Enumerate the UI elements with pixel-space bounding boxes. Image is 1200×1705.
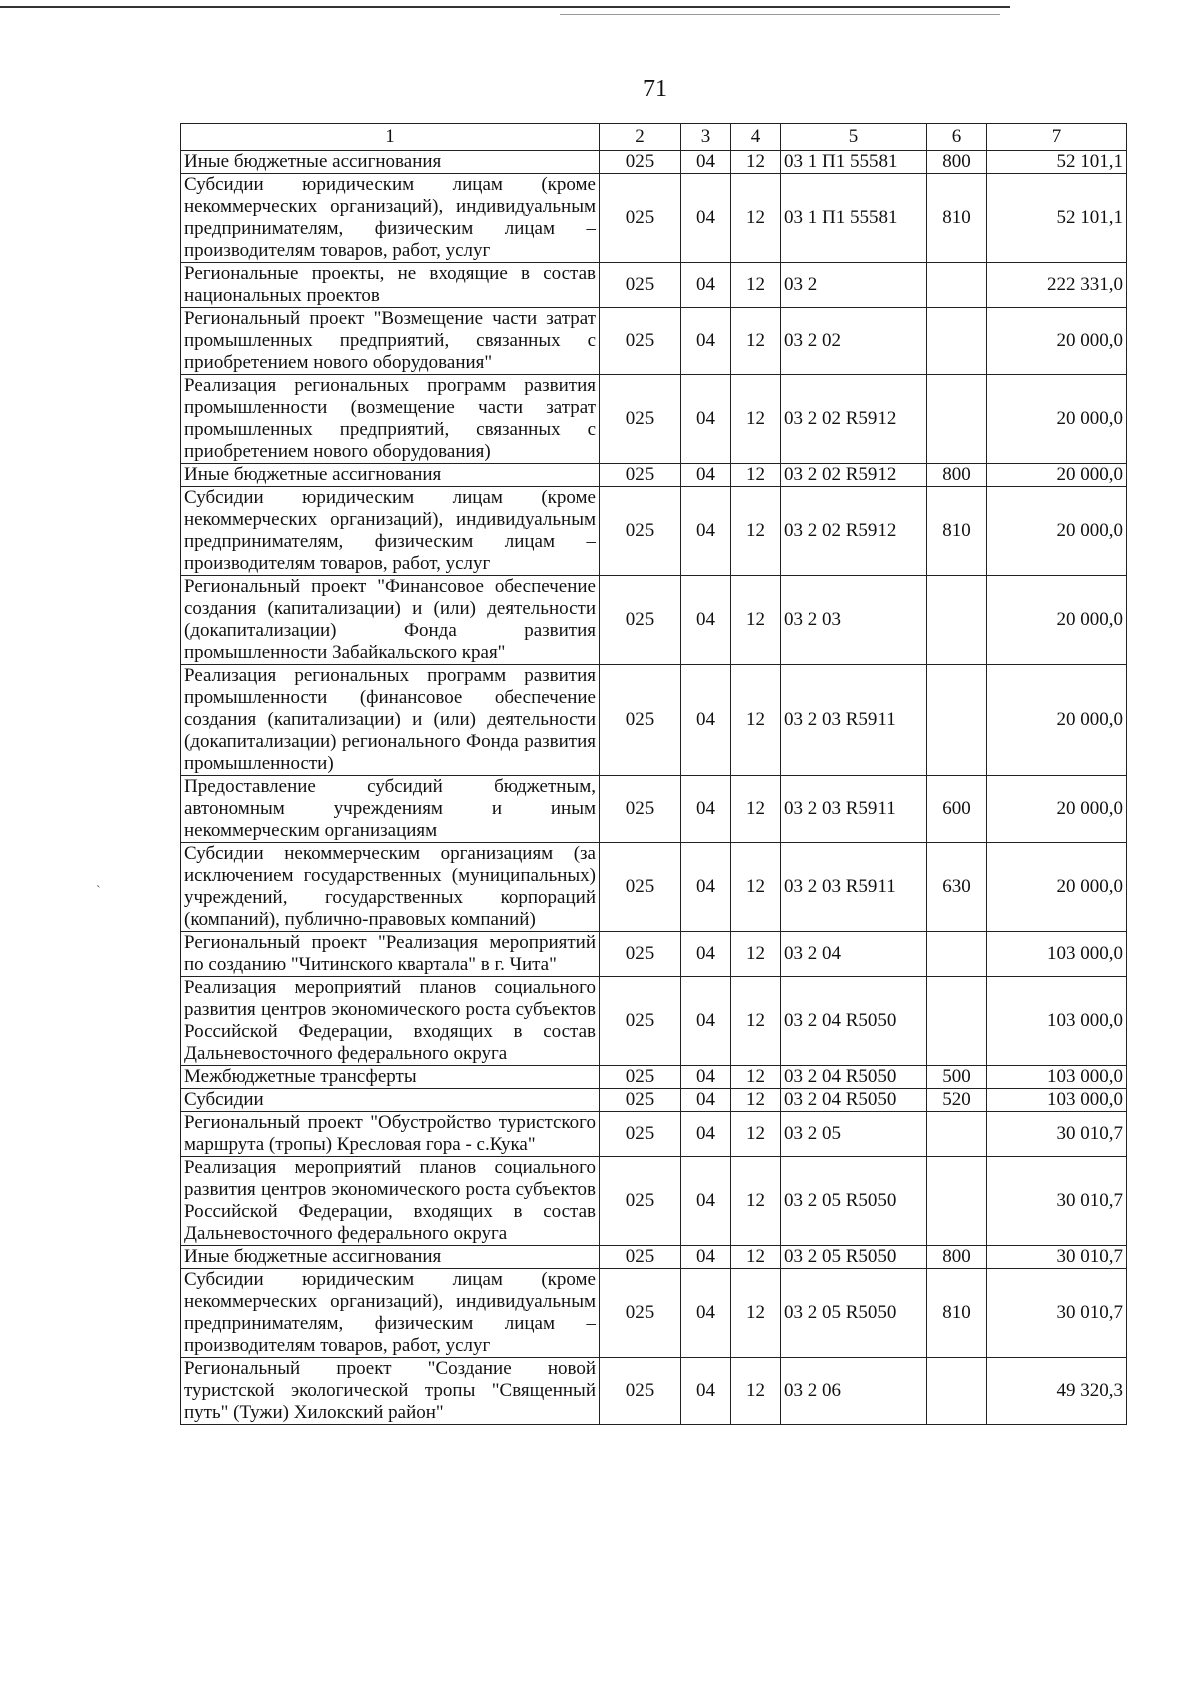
row-expense-type: 810 bbox=[927, 487, 987, 576]
row-target-article: 03 2 04 bbox=[781, 932, 927, 977]
row-section: 04 bbox=[681, 932, 731, 977]
row-ministry-code: 025 bbox=[600, 1269, 681, 1358]
scan-speck: ˋ bbox=[96, 884, 101, 899]
row-amount: 20 000,0 bbox=[987, 843, 1127, 932]
table-row bbox=[181, 1269, 1127, 1358]
row-expense-type: 520 bbox=[927, 1089, 987, 1112]
row-ministry-code: 025 bbox=[600, 1089, 681, 1112]
row-name: Межбюджетные трансферты bbox=[181, 1066, 600, 1089]
row-amount: 52 101,1 bbox=[987, 174, 1127, 263]
table-row bbox=[181, 665, 1127, 776]
scan-edge-line bbox=[0, 6, 1010, 8]
row-amount: 103 000,0 bbox=[987, 977, 1127, 1066]
row-section: 04 bbox=[681, 375, 731, 464]
table-row bbox=[181, 151, 1127, 174]
row-target-article: 03 2 bbox=[781, 263, 927, 308]
row-subsection: 12 bbox=[731, 1246, 781, 1269]
row-section: 04 bbox=[681, 1358, 731, 1425]
row-section: 04 bbox=[681, 151, 731, 174]
row-target-article: 03 2 05 bbox=[781, 1112, 927, 1157]
table-row bbox=[181, 1246, 1127, 1269]
row-subsection: 12 bbox=[731, 487, 781, 576]
row-amount: 20 000,0 bbox=[987, 375, 1127, 464]
row-section: 04 bbox=[681, 576, 731, 665]
header-row bbox=[181, 124, 1127, 151]
row-subsection: 12 bbox=[731, 665, 781, 776]
row-section: 04 bbox=[681, 1157, 731, 1246]
row-section: 04 bbox=[681, 308, 731, 375]
row-target-article: 03 2 02 bbox=[781, 308, 927, 375]
row-amount: 52 101,1 bbox=[987, 151, 1127, 174]
row-subsection: 12 bbox=[731, 843, 781, 932]
row-subsection: 12 bbox=[731, 263, 781, 308]
row-name: Региональные проекты, не входящие в состав национальных проектов bbox=[181, 263, 600, 308]
row-ministry-code: 025 bbox=[600, 1157, 681, 1246]
row-subsection: 12 bbox=[731, 1112, 781, 1157]
row-section: 04 bbox=[681, 1066, 731, 1089]
row-section: 04 bbox=[681, 843, 731, 932]
row-section: 04 bbox=[681, 263, 731, 308]
row-subsection: 12 bbox=[731, 1157, 781, 1246]
row-expense-type: 800 bbox=[927, 151, 987, 174]
row-target-article: 03 2 02 R5912 bbox=[781, 375, 927, 464]
header-cell: 2 bbox=[600, 124, 681, 151]
row-name: Региональный проект "Возмещение части затрат промышленных предприятий, связанных с приобретением нового оборудования" bbox=[181, 308, 600, 375]
row-section: 04 bbox=[681, 487, 731, 576]
header-cell: 3 bbox=[681, 124, 731, 151]
row-amount: 20 000,0 bbox=[987, 308, 1127, 375]
row-expense-type bbox=[927, 1358, 987, 1425]
header-cell: 1 bbox=[181, 124, 600, 151]
row-expense-type: 810 bbox=[927, 174, 987, 263]
row-target-article: 03 2 02 R5912 bbox=[781, 487, 927, 576]
row-target-article: 03 2 04 R5050 bbox=[781, 1089, 927, 1112]
row-name: Реализация региональных программ развития промышленности (возмещение части затрат промышленных предприятий, связанных с приобретением нового оборудования) bbox=[181, 375, 600, 464]
row-expense-type: 600 bbox=[927, 776, 987, 843]
row-subsection: 12 bbox=[731, 1269, 781, 1358]
row-target-article: 03 2 03 bbox=[781, 576, 927, 665]
row-subsection: 12 bbox=[731, 308, 781, 375]
row-section: 04 bbox=[681, 977, 731, 1066]
budget-table bbox=[180, 123, 1127, 1425]
row-subsection: 12 bbox=[731, 464, 781, 487]
row-target-article: 03 2 05 R5050 bbox=[781, 1269, 927, 1358]
row-section: 04 bbox=[681, 665, 731, 776]
row-target-article: 03 2 06 bbox=[781, 1358, 927, 1425]
table-row bbox=[181, 487, 1127, 576]
header-cell: 7 bbox=[987, 124, 1127, 151]
row-amount: 49 320,3 bbox=[987, 1358, 1127, 1425]
row-name: Региональный проект "Обустройство туристского маршрута (тропы) Кресловая гора - с.Кука" bbox=[181, 1112, 600, 1157]
row-target-article: 03 2 04 R5050 bbox=[781, 1066, 927, 1089]
row-ministry-code: 025 bbox=[600, 308, 681, 375]
row-amount: 20 000,0 bbox=[987, 464, 1127, 487]
header-cell: 4 bbox=[731, 124, 781, 151]
row-name: Субсидии bbox=[181, 1089, 600, 1112]
row-subsection: 12 bbox=[731, 776, 781, 843]
table-row bbox=[181, 174, 1127, 263]
row-name: Субсидии некоммерческим организациям (за исключением государственных (муниципальных) учреждений, государственных корпораций (компаний), публично-правовых компаний) bbox=[181, 843, 600, 932]
header-cell: 6 bbox=[927, 124, 987, 151]
row-target-article: 03 2 04 R5050 bbox=[781, 977, 927, 1066]
table-row bbox=[181, 1066, 1127, 1089]
row-name: Иные бюджетные ассигнования bbox=[181, 151, 600, 174]
row-subsection: 12 bbox=[731, 576, 781, 665]
row-target-article: 03 1 П1 55581 bbox=[781, 174, 927, 263]
row-target-article: 03 2 02 R5912 bbox=[781, 464, 927, 487]
row-target-article: 03 2 03 R5911 bbox=[781, 776, 927, 843]
row-expense-type bbox=[927, 576, 987, 665]
row-section: 04 bbox=[681, 776, 731, 843]
page-number: 71 bbox=[643, 76, 667, 102]
row-section: 04 bbox=[681, 464, 731, 487]
row-section: 04 bbox=[681, 1112, 731, 1157]
row-target-article: 03 2 03 R5911 bbox=[781, 665, 927, 776]
row-expense-type bbox=[927, 665, 987, 776]
row-expense-type bbox=[927, 375, 987, 464]
row-name: Предоставление субсидий бюджетным, автономным учреждениям и иным некоммерческим организациям bbox=[181, 776, 600, 843]
row-expense-type: 630 bbox=[927, 843, 987, 932]
row-section: 04 bbox=[681, 1246, 731, 1269]
row-name: Региональный проект "Реализация мероприятий по созданию "Читинского квартала" в г. Чита" bbox=[181, 932, 600, 977]
row-ministry-code: 025 bbox=[600, 776, 681, 843]
row-amount: 30 010,7 bbox=[987, 1112, 1127, 1157]
row-section: 04 bbox=[681, 174, 731, 263]
table-row bbox=[181, 1112, 1127, 1157]
row-amount: 20 000,0 bbox=[987, 487, 1127, 576]
table-row bbox=[181, 1358, 1127, 1425]
row-amount: 20 000,0 bbox=[987, 776, 1127, 843]
row-amount: 103 000,0 bbox=[987, 1066, 1127, 1089]
row-expense-type: 800 bbox=[927, 464, 987, 487]
row-name: Реализация региональных программ развития промышленности (финансовое обеспечение создания (капитализации) и (или) деятельности (докапитализации) регионального Фонда развития промышленности) bbox=[181, 665, 600, 776]
row-ministry-code: 025 bbox=[600, 375, 681, 464]
table-row bbox=[181, 263, 1127, 308]
row-subsection: 12 bbox=[731, 174, 781, 263]
row-name: Субсидии юридическим лицам (кроме некоммерческих организаций), индивидуальным предпринимателям, физическим лицам – производителям товаров, работ, услуг bbox=[181, 174, 600, 263]
scan-edge-line-faint bbox=[560, 14, 1000, 15]
row-ministry-code: 025 bbox=[600, 665, 681, 776]
table-row bbox=[181, 1157, 1127, 1246]
row-ministry-code: 025 bbox=[600, 151, 681, 174]
row-ministry-code: 025 bbox=[600, 576, 681, 665]
row-ministry-code: 025 bbox=[600, 263, 681, 308]
table-row bbox=[181, 375, 1127, 464]
row-subsection: 12 bbox=[731, 977, 781, 1066]
row-expense-type bbox=[927, 1157, 987, 1246]
table-row bbox=[181, 1089, 1127, 1112]
table-row bbox=[181, 576, 1127, 665]
row-target-article: 03 2 03 R5911 bbox=[781, 843, 927, 932]
row-amount: 30 010,7 bbox=[987, 1157, 1127, 1246]
row-amount: 20 000,0 bbox=[987, 576, 1127, 665]
table-row bbox=[181, 932, 1127, 977]
row-target-article: 03 1 П1 55581 bbox=[781, 151, 927, 174]
row-ministry-code: 025 bbox=[600, 1066, 681, 1089]
table-row bbox=[181, 308, 1127, 375]
row-amount: 222 331,0 bbox=[987, 263, 1127, 308]
row-name: Субсидии юридическим лицам (кроме некоммерческих организаций), индивидуальным предпринимателям, физическим лицам – производителям товаров, работ, услуг bbox=[181, 487, 600, 576]
row-expense-type bbox=[927, 263, 987, 308]
row-ministry-code: 025 bbox=[600, 487, 681, 576]
table-row bbox=[181, 843, 1127, 932]
row-expense-type bbox=[927, 977, 987, 1066]
row-ministry-code: 025 bbox=[600, 843, 681, 932]
row-expense-type bbox=[927, 1112, 987, 1157]
row-subsection: 12 bbox=[731, 151, 781, 174]
row-target-article: 03 2 05 R5050 bbox=[781, 1157, 927, 1246]
row-target-article: 03 2 05 R5050 bbox=[781, 1246, 927, 1269]
row-name: Региональный проект "Финансовое обеспечение создания (капитализации) и (или) деятельности (докапитализации) Фонда развития промышленности Забайкальского края" bbox=[181, 576, 600, 665]
table-row bbox=[181, 977, 1127, 1066]
row-subsection: 12 bbox=[731, 932, 781, 977]
row-ministry-code: 025 bbox=[600, 977, 681, 1066]
row-amount: 30 010,7 bbox=[987, 1246, 1127, 1269]
row-ministry-code: 025 bbox=[600, 1358, 681, 1425]
row-section: 04 bbox=[681, 1269, 731, 1358]
row-name: Иные бюджетные ассигнования bbox=[181, 1246, 600, 1269]
row-subsection: 12 bbox=[731, 1089, 781, 1112]
row-ministry-code: 025 bbox=[600, 464, 681, 487]
row-name: Региональный проект "Создание новой туристской экологической тропы "Священный путь" (Тужи) Хилокский район" bbox=[181, 1358, 600, 1425]
row-expense-type bbox=[927, 308, 987, 375]
row-subsection: 12 bbox=[731, 1358, 781, 1425]
row-name: Реализация мероприятий планов социального развития центров экономического роста субъектов Российской Федерации, входящих в состав Дальневосточного федерального округа bbox=[181, 977, 600, 1066]
row-expense-type: 500 bbox=[927, 1066, 987, 1089]
row-expense-type bbox=[927, 932, 987, 977]
row-name: Субсидии юридическим лицам (кроме некоммерческих организаций), индивидуальным предпринимателям, физическим лицам – производителям товаров, работ, услуг bbox=[181, 1269, 600, 1358]
row-name: Иные бюджетные ассигнования bbox=[181, 464, 600, 487]
row-amount: 30 010,7 bbox=[987, 1269, 1127, 1358]
row-name: Реализация мероприятий планов социального развития центров экономического роста субъектов Российской Федерации, входящих в состав Дальневосточного федерального округа bbox=[181, 1157, 600, 1246]
row-section: 04 bbox=[681, 1089, 731, 1112]
row-expense-type: 800 bbox=[927, 1246, 987, 1269]
row-subsection: 12 bbox=[731, 1066, 781, 1089]
row-amount: 103 000,0 bbox=[987, 932, 1127, 977]
row-ministry-code: 025 bbox=[600, 1112, 681, 1157]
table-row bbox=[181, 464, 1127, 487]
header-cell: 5 bbox=[781, 124, 927, 151]
row-ministry-code: 025 bbox=[600, 1246, 681, 1269]
table-row bbox=[181, 776, 1127, 843]
row-subsection: 12 bbox=[731, 375, 781, 464]
row-ministry-code: 025 bbox=[600, 174, 681, 263]
row-ministry-code: 025 bbox=[600, 932, 681, 977]
row-amount: 20 000,0 bbox=[987, 665, 1127, 776]
row-amount: 103 000,0 bbox=[987, 1089, 1127, 1112]
row-expense-type: 810 bbox=[927, 1269, 987, 1358]
